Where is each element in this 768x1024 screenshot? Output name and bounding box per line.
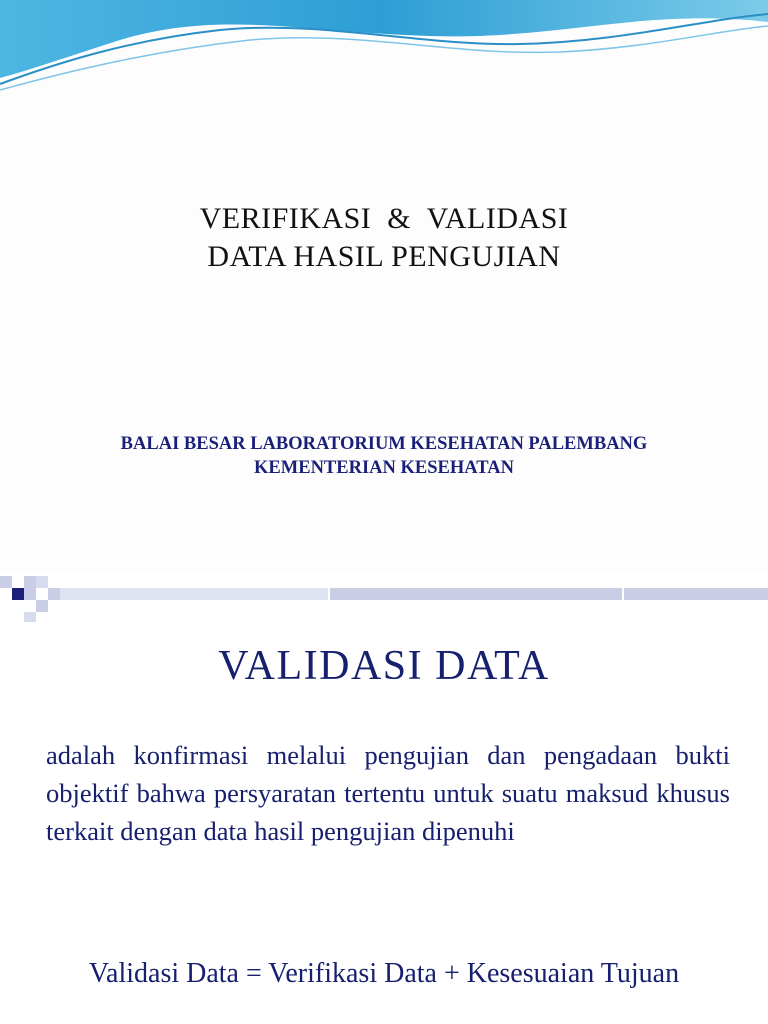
presentation-title (0, 200, 768, 276)
definition-text: adalah konfirmasi melalui pengujian dan pengadaan bukti objektif bahwa persyaratan tertentu untuk suatu maksud khusus terkait dengan data hasil pengujian dipenuhi (46, 740, 730, 846)
slide-heading: VALIDASI DATA (218, 643, 550, 689)
title-line-2: DATA HASIL PENGUJIAN (207, 240, 561, 273)
organization-name (0, 432, 768, 480)
formula-text: Validasi Data = Verifikasi Data + Kesesuaian Tujuan (88, 958, 680, 989)
org-line-1: BALAI BESAR LABORATORIUM KESEHATAN PALEMBANG (120, 434, 648, 454)
wave-banner (0, 0, 768, 100)
org-line-2: KEMENTERIAN KESEHATAN (254, 458, 514, 478)
decorative-square-band (0, 574, 768, 624)
definition-slide (0, 624, 768, 1024)
title-line-1: VERIFIKASI & VALIDASI (199, 202, 569, 235)
